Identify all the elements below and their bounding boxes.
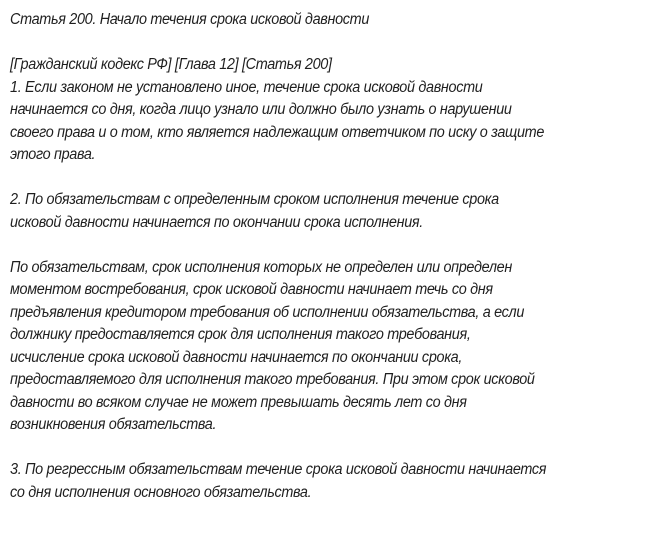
paragraph-line: возникновения обязательства. (10, 416, 217, 433)
paragraph-line: 2. По обязательствам с определенным сроком исполнения течение срока (10, 191, 499, 208)
article-document (10, 9, 609, 504)
spacer (10, 32, 609, 55)
paragraph-line: своего права и о том, кто является надлежащим ответчиком по иску о защите (10, 123, 545, 141)
paragraph-line: исковой давности начинается по окончании срока исполнения. (10, 213, 423, 231)
spacer (10, 234, 609, 257)
paragraph-line: начинается со дня, когда лицо узнало или должно было узнать о нарушении (10, 101, 512, 118)
article-source: [Гражданский кодекс РФ] [Глава 12] [Статья 200] (10, 56, 332, 73)
paragraph-line: этого права. (10, 146, 96, 163)
paragraph-3 (10, 257, 609, 437)
paragraph-4 (10, 459, 609, 504)
paragraph-line: предъявления кредитором требования об исполнении обязательства, а если (10, 303, 525, 321)
article-title: Статья 200. Начало течения срока исковой давности (10, 11, 370, 28)
paragraph-line: со дня исполнения основного обязательства. (10, 483, 312, 501)
paragraph-line: предоставляемого для исполнения такого требования. При этом срок исковой (10, 371, 535, 388)
paragraph-line: 3. По регрессным обязательствам течение срока исковой давности начинается (10, 461, 547, 478)
paragraph-line: По обязательствам, срок исполнения которых не определен или определен (10, 258, 512, 276)
paragraph-line: должнику предоставляется срок для исполнения такого требования, (10, 326, 471, 343)
paragraph-line: 1. Если законом не установлено иное, течение срока исковой давности (10, 78, 483, 96)
spacer (10, 167, 609, 190)
paragraph-1 (10, 77, 609, 167)
paragraph-line: давности во всяком случае не может превышать десять лет со дня (10, 393, 467, 411)
paragraph-2 (10, 189, 609, 234)
spacer (10, 437, 609, 460)
paragraph-line: моментом востребования, срок исковой давности начинает течь со дня (10, 281, 493, 298)
paragraph-line: исчисление срока исковой давности начинается по окончании срока, (10, 348, 463, 366)
